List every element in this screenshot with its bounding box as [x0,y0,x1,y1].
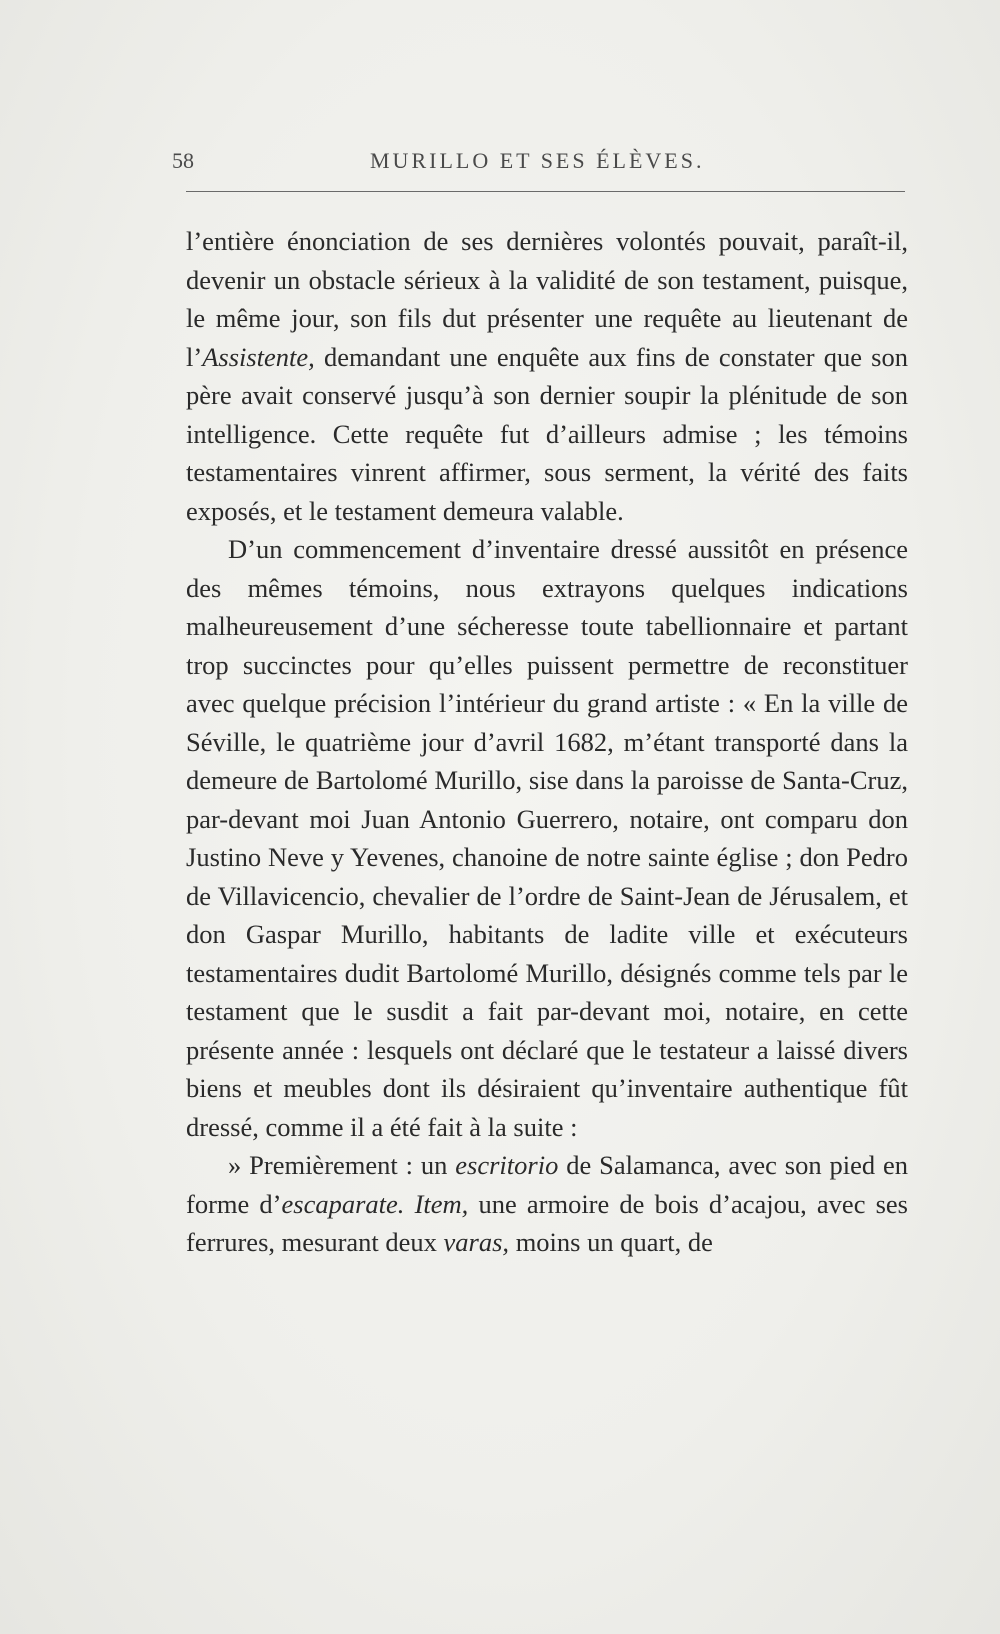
italic-term: Item, [414,1188,469,1219]
text-run: demandant une enquête aux fins de constater que son père avait conservé jusqu’à son dernier soupir la plénitude de son intelligence. Cette requête fut d’ailleurs admise ; les témoins testamentaires vinrent affirmer, sous serment, la vérité des faits exposés, et le testament demeura valable. [186,341,908,526]
italic-term: escritorio [455,1150,559,1180]
header-rule [186,191,905,192]
italic-term: varas, [443,1227,510,1257]
paragraph-3 [186,1146,908,1262]
text-run: l’entière énonciation de ses dernières volontés pouvait, paraît-il, devenir un obstacle sérieux à la validité de son testament, puisque, le même jour, son fils dut présenter une requête au lieutenant de l’ [186,226,908,372]
paragraph-2 [186,530,908,1146]
text-run: de Salamanca, avec son pied en forme d’ [186,1150,908,1219]
text-run: moins un quart, de [509,1227,713,1257]
running-title: MURILLO ET SES ÉLÈVES. [370,148,705,173]
page-number: 58 [172,148,194,173]
running-head [172,148,892,178]
paragraph-1 [186,222,908,530]
text-run: » Premièrement : un [228,1150,456,1180]
italic-term: escaparate. [281,1188,405,1219]
text-run [404,1189,414,1219]
body-text [186,222,908,1262]
italic-term: Assistente, [202,341,315,372]
text-run: une armoire de bois d’acajou, avec ses ferrures, mesurant deux [186,1188,908,1257]
text-run: D’un commencement d’inventaire dressé aussitôt en présence des mêmes témoins, nous extrayons quelques indications malheureusement d’une sécheresse toute tabellionnaire et partant trop succinctes pour qu’elles puissent permettre de reconstituer avec quelque précision l’intérieur du grand artiste : « En la ville de Séville, le quatrième jour d’avril 1682, m’étant transporté dans la demeure de Bartolomé Murillo, sise dans la paroisse de Santa-Cruz, par-devant moi Juan Antonio Guerrero, notaire, ont comparu don Justino Neve y Yevenes, chanoine de notre sainte église ; don Pedro de Villavicencio, chevalier de l’ordre de Saint-Jean de Jérusalem, et don Gaspar Murillo, habitants de ladite ville et exécuteurs testamentaires dudit Bartolomé Murillo, désignés comme tels par le testament que le susdit a fait par-devant moi, notaire, en cette présente année : lesquels ont déclaré que le testateur a laissé divers biens et meubles dont ils désiraient qu’inventaire authentique fût dressé, comme il a été fait à la suite : [186,534,908,1142]
